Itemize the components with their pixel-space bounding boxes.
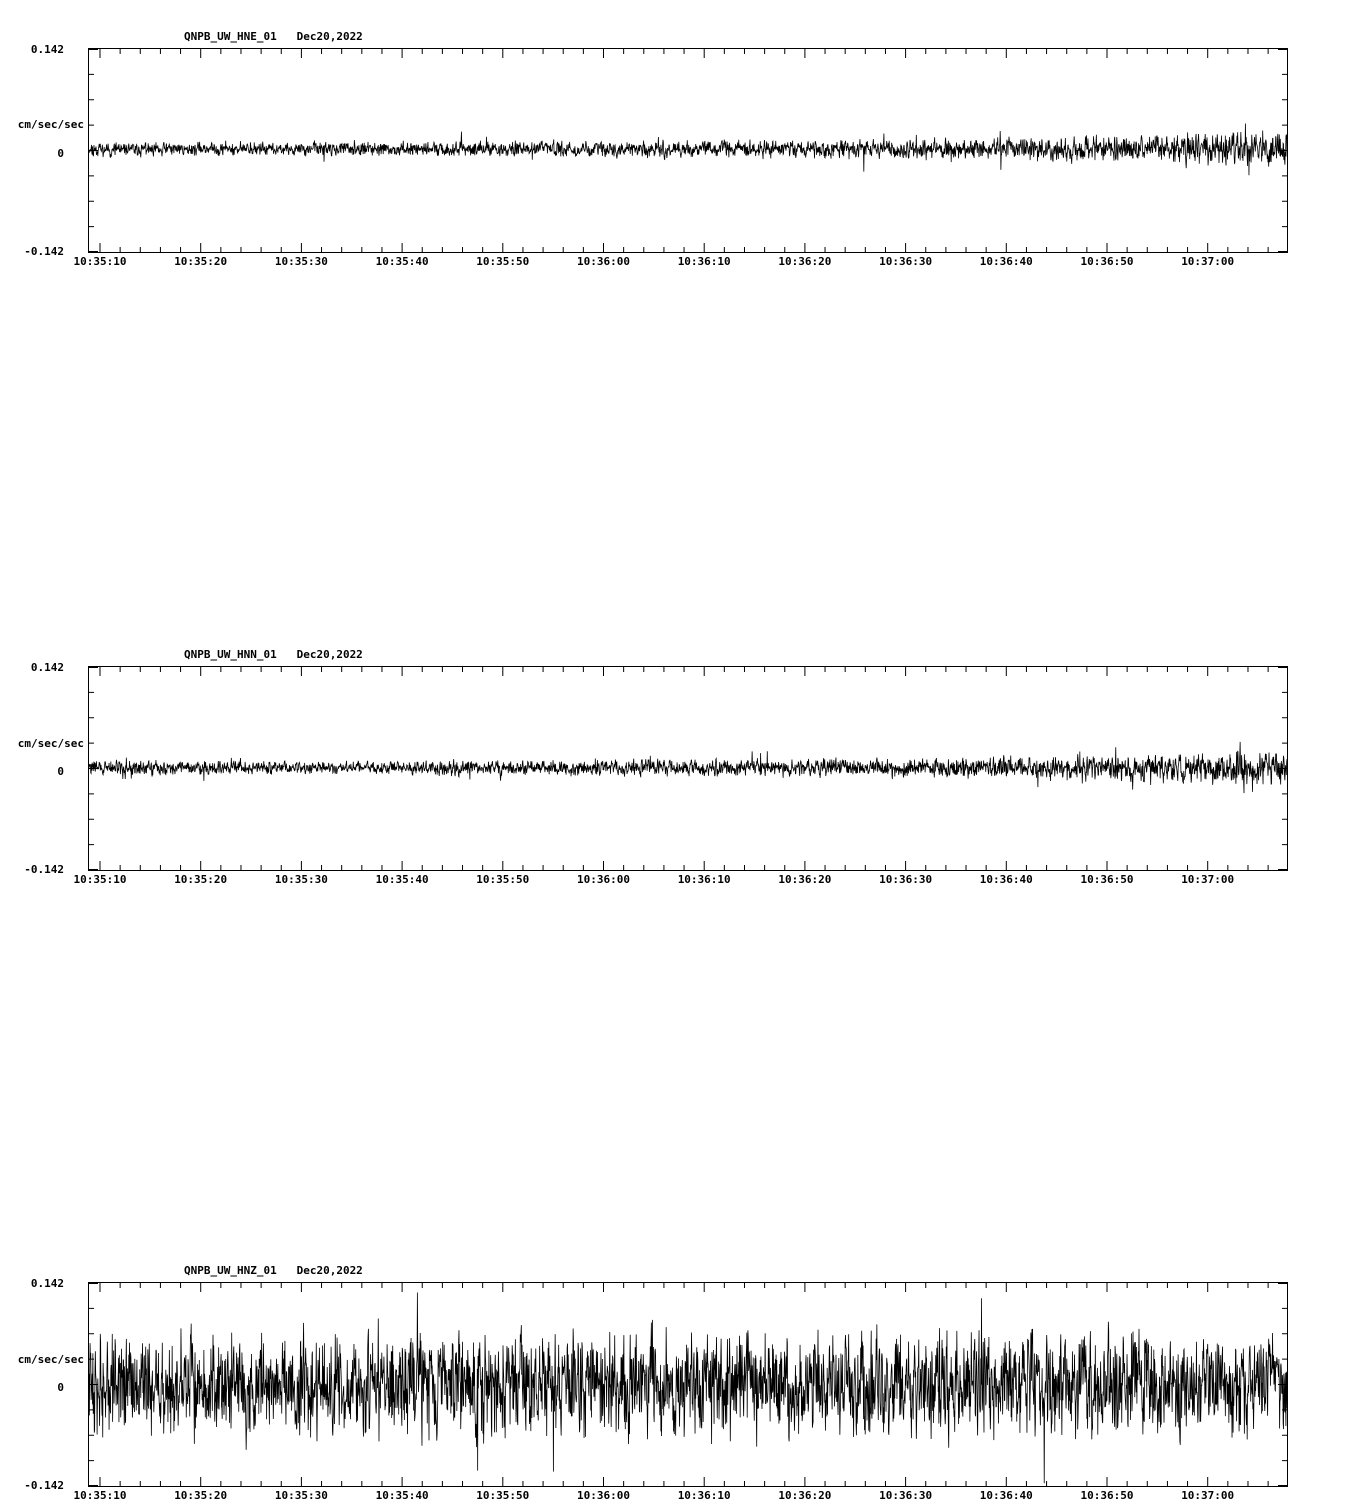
x-tick-label: 10:35:10 (73, 873, 127, 886)
x-tick-label: 10:36:10 (677, 255, 731, 268)
x-tick-label: 10:35:30 (274, 1489, 328, 1502)
x-tick-label: 10:35:30 (274, 255, 328, 268)
y-axis-label-hnn: cm/sec/sec (17, 737, 84, 750)
x-tick-label: 10:36:50 (1080, 1489, 1134, 1502)
x-tick-label: 10:36:20 (778, 255, 832, 268)
x-tick-label: 10:36:10 (677, 1489, 731, 1502)
x-tick-label: 10:36:20 (778, 873, 832, 886)
plot-title-hnn: QNPB_UW_HNN_01 Dec20,2022 (184, 648, 363, 661)
x-tick-label: 10:35:20 (174, 255, 228, 268)
x-tick-label: 10:35:50 (476, 1489, 530, 1502)
waveform-hne (89, 49, 1287, 252)
y-tick-bottom-hne: -0.142 (24, 245, 64, 258)
y-axis-label-hne: cm/sec/sec (17, 118, 84, 131)
x-tick-label: 10:35:10 (73, 255, 127, 268)
x-tick-label: 10:36:00 (577, 873, 630, 886)
x-tick-label: 10:35:40 (375, 1489, 429, 1502)
y-tick-mid-hne: 0 (57, 147, 64, 160)
x-tick-label: 10:35:40 (375, 873, 429, 886)
waveform-hnz (89, 1283, 1287, 1486)
y-axis-label-hnz: cm/sec/sec (17, 1353, 84, 1366)
y-tick-top-hnn: 0.142 (30, 661, 64, 674)
plot-title-hnz: QNPB_UW_HNZ_01 Dec20,2022 (184, 1264, 363, 1277)
y-tick-mid-hnn: 0 (57, 765, 64, 778)
x-tick-label: 10:36:30 (879, 1489, 933, 1502)
plot-area-hne (88, 48, 1288, 253)
x-tick-label: 10:36:30 (879, 873, 933, 886)
x-tick-label: 10:35:20 (174, 1489, 228, 1502)
plot-area-hnz (88, 1282, 1288, 1487)
x-tick-label: 10:37:00 (1181, 255, 1235, 268)
x-tick-label: 10:35:50 (476, 873, 530, 886)
x-tick-label: 10:35:30 (274, 873, 328, 886)
x-tick-label: 10:35:10 (73, 1489, 127, 1502)
x-tick-label: 10:37:00 (1181, 873, 1235, 886)
x-tick-label: 10:36:30 (879, 255, 933, 268)
y-tick-bottom-hnz: -0.142 (24, 1479, 64, 1492)
x-tick-label: 10:35:40 (375, 255, 429, 268)
x-tick-label: 10:35:20 (174, 873, 228, 886)
x-tick-label: 10:36:50 (1080, 873, 1134, 886)
x-tick-label: 10:36:40 (979, 255, 1033, 268)
x-tick-label: 10:36:40 (979, 873, 1033, 886)
y-tick-bottom-hnn: -0.142 (24, 863, 64, 876)
seismogram-panel-hne (0, 0, 1358, 308)
y-tick-top-hne: 0.142 (30, 43, 64, 56)
x-tick-label: 10:36:40 (979, 1489, 1033, 1502)
x-tick-label: 10:37:00 (1181, 1489, 1235, 1502)
x-tick-label: 10:36:50 (1080, 255, 1134, 268)
x-tick-label: 10:35:50 (476, 255, 530, 268)
x-tick-label: 10:36:10 (677, 873, 731, 886)
y-tick-top-hnz: 0.142 (30, 1277, 64, 1290)
x-tick-label: 10:36:00 (577, 1489, 630, 1502)
seismogram-panel-hnz (0, 616, 1358, 1502)
x-tick-label: 10:36:00 (577, 255, 630, 268)
y-tick-mid-hnz: 0 (57, 1381, 64, 1394)
x-tick-label: 10:36:20 (778, 1489, 832, 1502)
plot-title-hne: QNPB_UW_HNE_01 Dec20,2022 (184, 30, 363, 43)
seismogram-panel-hnn (0, 308, 1358, 886)
